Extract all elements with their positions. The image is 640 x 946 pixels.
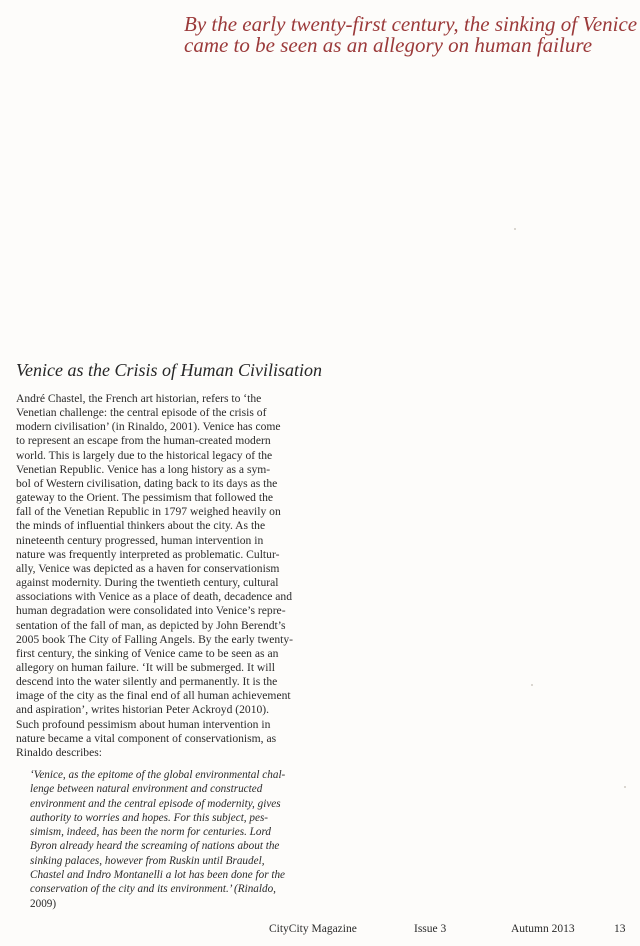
section-title: Venice as the Crisis of Human Civilisation: [16, 360, 322, 380]
quote-line: sinking palaces, however from Ruskin until Braudel,: [30, 854, 265, 867]
body-line: first century, the sinking of Venice came to be seen as an: [16, 646, 279, 660]
body-line: associations with Venice as a place of death, decadence and: [16, 590, 292, 604]
footer-issue: Issue 3: [414, 923, 447, 935]
quote-line: 2009): [30, 897, 57, 910]
body-line: Venetian Republic. Venice has a long history as a sym-: [16, 462, 271, 476]
body-line: bol of Western civilisation, dating back to its days as the: [16, 476, 278, 490]
body-line: nature became a vital component of conservationism, as: [16, 731, 277, 745]
body-line: Venetian challenge: the central episode of the crisis of: [16, 406, 267, 420]
body-line: nature was frequently interpreted as problematic. Cultur-: [16, 547, 280, 561]
body-line: Rinaldo describes:: [16, 745, 102, 759]
scan-speck: [624, 786, 626, 788]
body-line: 2005 book The City of Falling Angels. By the early twenty-: [16, 632, 294, 646]
scan-speck: [531, 684, 533, 686]
quote-line: Byron already heard the screaming of nations about the: [30, 840, 280, 853]
body-line: ally, Venice was depicted as a haven for conservationism: [16, 561, 280, 575]
body-line: fall of the Venetian Republic in 1797 weighed heavily on: [16, 505, 281, 519]
body-line: gateway to the Orient. The pessimism that followed the: [16, 491, 274, 505]
quote-line: environment and the central episode of modernity, gives: [30, 797, 281, 810]
block-quote: [30, 768, 330, 911]
body-line: and aspiration’, writes historian Peter Ackroyd (2010).: [16, 703, 270, 717]
quote-line: ‘Venice, as the epitome of the global environmental chal-: [30, 769, 286, 781]
body-line: André Chastel, the French art historian, refers to ‘the: [16, 392, 262, 405]
body-line: against modernity. During the twentieth century, cultural: [16, 576, 279, 590]
body-line: image of the city as the final end of all human achievement: [16, 689, 291, 703]
body-line: sentation of the fall of man, as depicted by John Berendt’s: [16, 618, 286, 632]
quote-line: authority to worries and hopes. For this subject, pes-: [30, 811, 269, 824]
quote-line: conservation of the city and its environment.’ (Rinaldo,: [30, 883, 276, 896]
article-body: [16, 392, 336, 760]
body-line: Such profound pessimism about human intervention in: [16, 717, 271, 731]
body-line: modern civilisation’ (in Rinaldo, 2001). Venice has come: [16, 420, 281, 434]
page-number: 13: [614, 923, 626, 935]
body-line: allegory on human failure. ‘It will be submerged. It will: [16, 660, 275, 674]
body-line: human degradation were consolidated into Venice’s repre-: [16, 604, 286, 618]
pull-quote-line: By the early twenty-first century, the sinking of Venice: [184, 12, 638, 36]
body-line: world. This is largely due to the historical legacy of the: [16, 448, 273, 462]
scan-speck: [514, 228, 516, 230]
body-line: nineteenth century progressed, human intervention in: [16, 533, 264, 547]
footer-magazine: CityCity Magazine: [269, 923, 357, 935]
body-line: the minds of influential thinkers about the city. As the: [16, 519, 266, 533]
footer-season: Autumn 2013: [511, 923, 575, 935]
pull-quote-line: came to be seen as an allegory on human failure: [184, 33, 593, 57]
body-line: descend into the water silently and permanently. It is the: [16, 675, 278, 689]
pull-quote: [184, 12, 638, 57]
body-line: to represent an escape from the human-created modern: [16, 434, 271, 448]
quote-line: simism, indeed, has been the norm for centuries. Lord: [30, 826, 272, 839]
quote-line: Chastel and Indro Montanelli a lot has been done for the: [30, 869, 286, 882]
quote-line: lenge between natural environment and constructed: [30, 783, 263, 796]
